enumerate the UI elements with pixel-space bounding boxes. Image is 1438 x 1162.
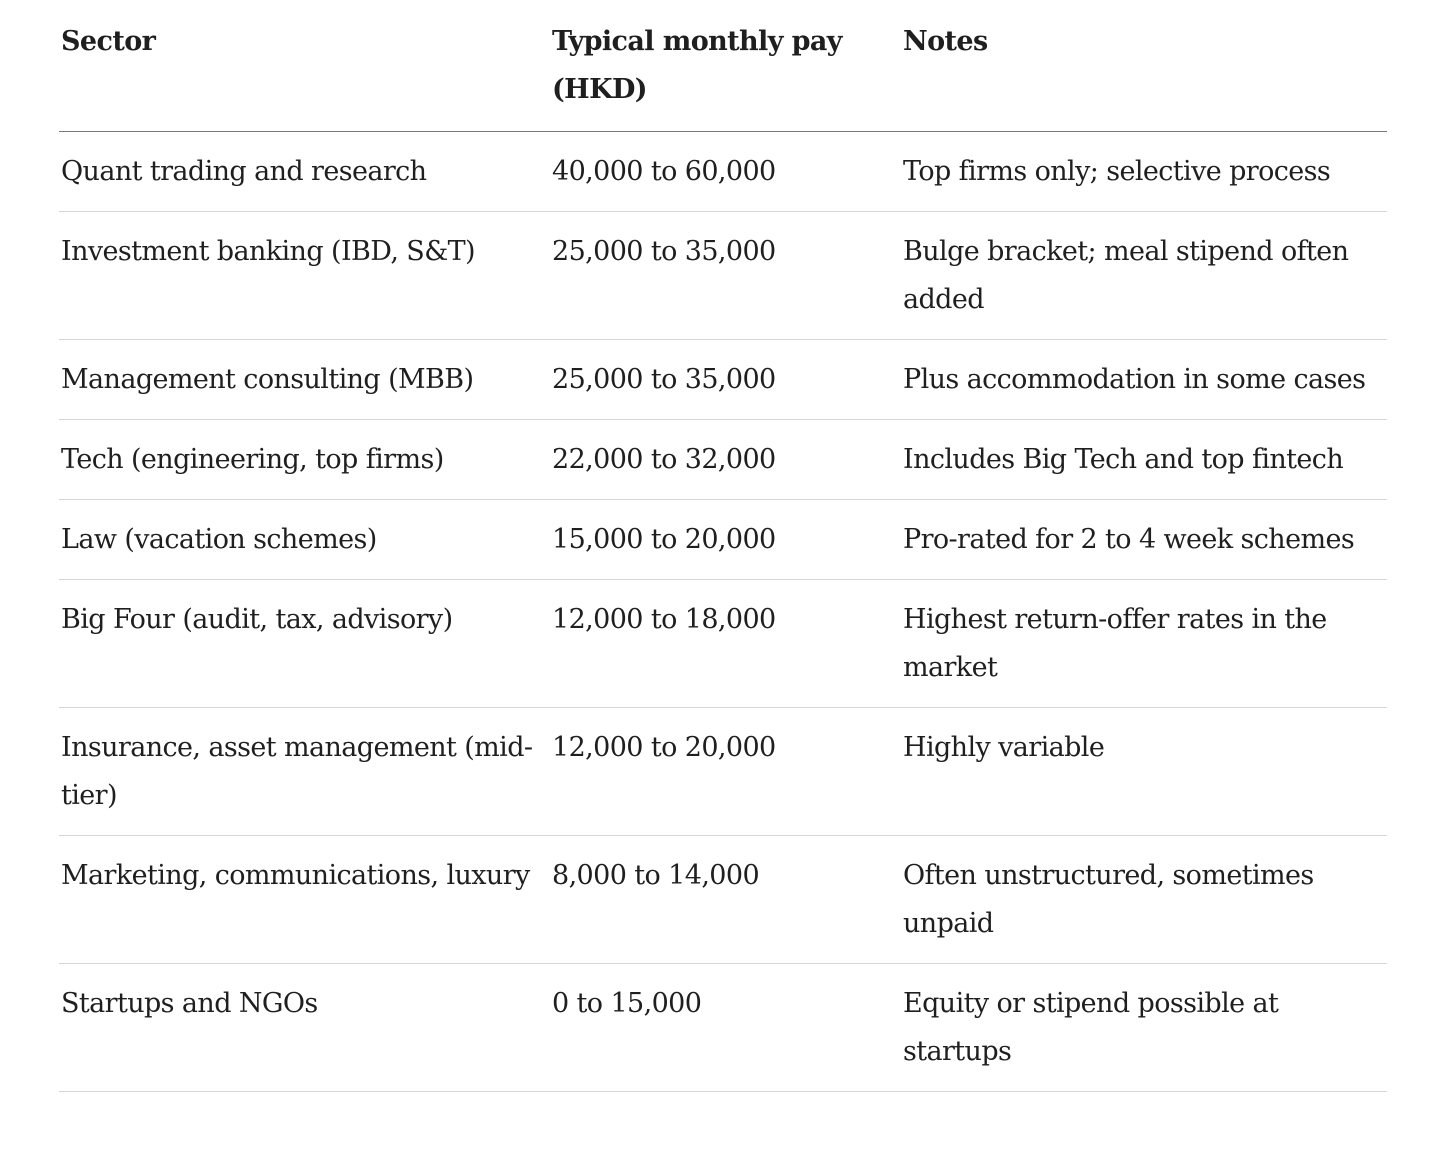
pay-cell: 12,000 to 20,000	[550, 708, 901, 836]
notes-cell: Highly variable	[901, 708, 1387, 836]
table-row	[59, 500, 1387, 580]
sector-cell: Marketing, communications, luxury	[59, 836, 550, 964]
notes-cell: Bulge bracket; meal stipend often added	[901, 212, 1387, 340]
header-sector: Sector	[59, 18, 550, 132]
notes-cell: Often unstructured, sometimes unpaid	[901, 836, 1387, 964]
notes-cell: Top firms only; selective process	[901, 132, 1387, 212]
sector-cell: Investment banking (IBD, S&T)	[59, 212, 550, 340]
sector-cell: Startups and NGOs	[59, 964, 550, 1092]
internship-pay-table	[59, 18, 1387, 1092]
salary-table-container	[59, 18, 1387, 1092]
notes-cell: Highest return-offer rates in the market	[901, 580, 1387, 708]
header-row	[59, 18, 1387, 132]
notes-cell: Equity or stipend possible at startups	[901, 964, 1387, 1092]
table-row	[59, 964, 1387, 1092]
table-row	[59, 580, 1387, 708]
sector-cell: Big Four (audit, tax, advisory)	[59, 580, 550, 708]
table-row	[59, 212, 1387, 340]
sector-cell: Tech (engineering, top firms)	[59, 420, 550, 500]
pay-cell: 8,000 to 14,000	[550, 836, 901, 964]
notes-cell: Plus accommodation in some cases	[901, 340, 1387, 420]
table-header	[59, 18, 1387, 132]
pay-cell: 22,000 to 32,000	[550, 420, 901, 500]
sector-cell: Management consulting (MBB)	[59, 340, 550, 420]
table-row	[59, 836, 1387, 964]
pay-cell: 15,000 to 20,000	[550, 500, 901, 580]
table-row	[59, 420, 1387, 500]
pay-cell: 40,000 to 60,000	[550, 132, 901, 212]
table-row	[59, 708, 1387, 836]
table-row	[59, 340, 1387, 420]
header-monthly-pay: Typical monthly pay (HKD)	[550, 18, 901, 132]
sector-cell: Law (vacation schemes)	[59, 500, 550, 580]
table-body	[59, 132, 1387, 1092]
header-notes: Notes	[901, 18, 1387, 132]
pay-cell: 0 to 15,000	[550, 964, 901, 1092]
pay-cell: 12,000 to 18,000	[550, 580, 901, 708]
sector-cell: Quant trading and research	[59, 132, 550, 212]
pay-cell: 25,000 to 35,000	[550, 340, 901, 420]
sector-cell: Insurance, asset management (mid-tier)	[59, 708, 550, 836]
notes-cell: Includes Big Tech and top fintech	[901, 420, 1387, 500]
table-row	[59, 132, 1387, 212]
notes-cell: Pro-rated for 2 to 4 week schemes	[901, 500, 1387, 580]
pay-cell: 25,000 to 35,000	[550, 212, 901, 340]
